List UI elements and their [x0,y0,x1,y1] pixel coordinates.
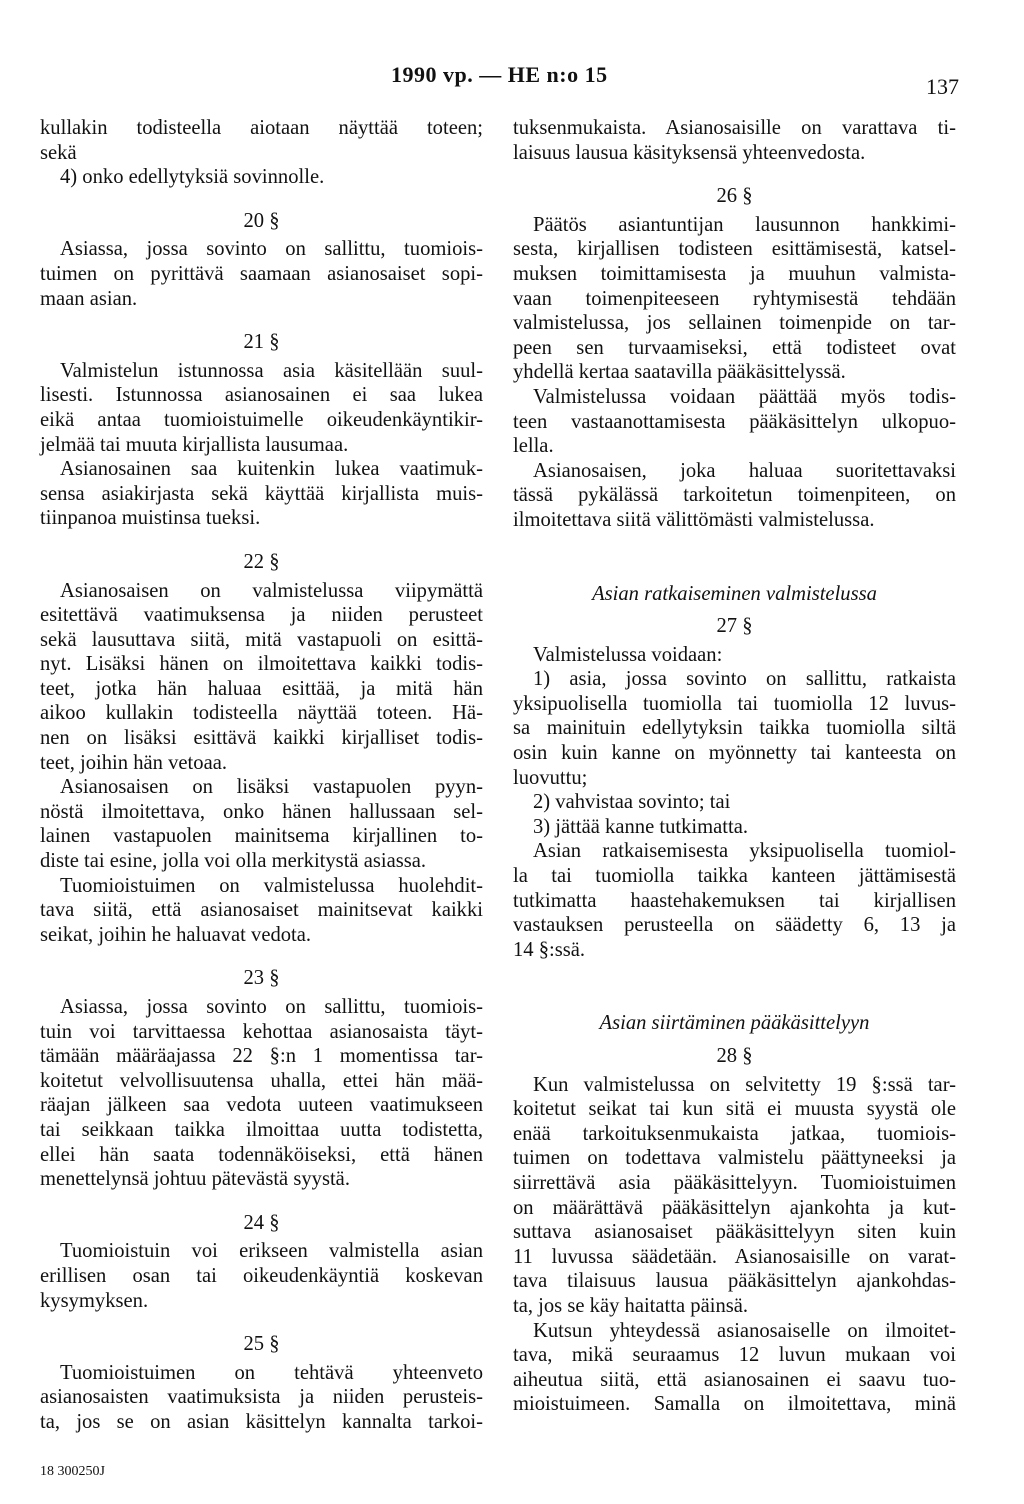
text-line: lella. [513,435,554,458]
text-line: mioistuimeen. Samalla on ilmoitettava, minä [513,1393,956,1416]
text-line: yksipuolisella tuomiolla tai tuomiolla 12 luvus- [513,692,956,715]
left-text-column [40,116,483,1435]
text-line: 2) vahvistaa sovinto; tai [533,791,731,814]
text-line: Asianosaisen on lisäksi vastapuolen pyyn- [60,776,483,799]
text-line: aiheutua siitä, että asianosainen ei saavu tuo- [513,1368,956,1391]
text-line: tava tilaisuus lausua pääkäsittelyn ajankohdas- [513,1270,956,1293]
text-line: on määrättävä pääkäsittelyn ajankohta ja kut- [513,1196,956,1219]
text-line: sa mainituin edellytyksin taikka tuomiolla siltä [513,717,956,740]
text-line: tuimen on todettava valmistelu päättyneeksi ja [513,1147,956,1170]
text-line: esitettävä vaatimuksensa ja niiden perusteet [40,604,483,627]
text-line: vastauksen perusteella on säädetty 6, 13 ja [513,914,956,937]
text-line: koitetut velvollisuutensa uhalla, ettei hän mää- [40,1069,483,1092]
text-line: Asiassa, jossa sovinto on sallittu, tuomiois- [60,238,483,261]
text-line: Asianosaisen, joka haluaa suoritettavaksi [533,459,956,482]
text-line: vaan toimenpiteeseen ryhtymisestä tehdään [513,287,956,310]
text-line: 3) jättää kanne tutkimatta. [533,815,749,838]
section-number: 26 § [716,185,753,208]
text-line: ellei hän saata todennäköiseksi, että hänen [40,1143,483,1166]
text-line: luovuttu; [513,766,588,789]
text-line: diste tai esine, jolla voi olla merkitystä asiassa. [40,850,427,873]
text-line: sesta, kirjallisen todisteen esittämisestä, katsel- [513,238,956,261]
text-line: nyt. Lisäksi hänen on ilmoitettava kaikki todis- [40,653,483,676]
text-line: maan asian. [40,287,138,310]
text-line: 14 §:ssä. [513,938,586,961]
text-line: nen on lisäksi esittävä kaikki kirjalliset todis- [40,727,483,750]
section-number: 20 § [243,209,280,232]
section-subheading: Asian ratkaiseminen valmistelussa [592,582,877,605]
text-line: ta, jos se käy haitatta päinsä. [513,1294,749,1317]
section-number: 25 § [243,1333,280,1356]
text-line: Valmistelun istunnossa asia käsitellään suul- [60,359,483,382]
text-line: tutkimatta haastehakemuksen tai kirjallisen [513,889,956,912]
text-line: tässä pykälässä tarkoitetun toimenpiteen, on [513,484,956,507]
text-line: ta, jos se on asian käsittelyn kannalta tarkoi- [40,1410,483,1433]
section-number: 22 § [243,550,280,573]
text-line: Tuomioistuimen on tehtävä yhteenveto [60,1361,483,1384]
text-line: sensa asiakirjasta sekä käyttää kirjallista muis- [40,482,483,505]
text-line: tai seikkaan taikka ilmoittaa uutta todistetta, [40,1118,483,1141]
page-number: 137 [926,74,959,99]
text-line: yhdellä kertaa saatavilla pääkäsittelyssä. [513,361,846,384]
right-text-column [513,116,956,1417]
text-line: tava, mikä seuraamus 12 luvun mukaan voi [513,1344,956,1367]
text-line: räajan jälkeen saa vedota uuteen vaatimukseen [40,1094,483,1117]
running-header: 1990 vp. — HE n:o 15 [391,62,608,87]
text-line: 11 luvussa säädetään. Asianosaisille on varat- [513,1245,956,1268]
text-line: Valmistelussa voidaan: [533,643,723,666]
text-line: tava siitä, että asianosaiset mainitsevat kaikki [40,899,483,922]
text-line: lainen vastapuolen mainitsema kirjallinen to- [40,825,483,848]
text-line: asianosaisten vaatimuksista ja niiden perusteis- [40,1386,483,1409]
text-line: Asianosainen saa kuitenkin lukea vaatimuk- [60,458,483,481]
text-line: suttava asianosaiset pääkäsittelyyn siten kuin [513,1221,956,1244]
text-line: tämään määräajassa 22 §:n 1 momentissa tar- [40,1045,483,1068]
text-line: Asianosaisen on valmistelussa viipymättä [60,579,483,602]
text-line: sekä lausuttava siitä, mitä vastapuoli on esittä- [40,628,483,651]
text-line: nöstä ilmoitettava, onko hänen hallussaan sel- [40,800,483,823]
text-line: osin kuin kanne on myönnetty tai kanteesta on [513,742,956,765]
text-line: 1) asia, jossa sovinto on sallittu, ratkaista [533,668,956,691]
page-header [0,62,1024,102]
text-line: teet, jotka hän haluaa esittää, ja mitä hän [40,677,483,700]
text-line: tuin voi tarvittaessa kehottaa asianosaista täyt- [40,1020,483,1043]
text-line: Päätös asiantuntijan lausunnon hankkimi- [533,213,956,236]
text-line: seikat, joihin he haluavat vedota. [40,923,312,946]
text-line: Tuomioistuimen on valmistelussa huolehdit- [60,874,483,897]
text-line: lisesti. Istunnossa asianosainen ei saa lukea [40,384,483,407]
text-line: Asian ratkaisemisesta yksipuolisella tuomiol- [533,840,956,863]
text-line: la tai tuomiolla taikka kanteen jättämisestä [513,865,956,888]
text-line: 4) onko edellytyksiä sovinnolle. [60,166,325,189]
text-line: muksen toimittamisesta ja muuhun valmista- [513,262,956,285]
text-line: Valmistelussa voidaan päättää myös todis- [533,385,956,408]
text-line: aikoo kullakin todisteella näyttää toteen. Hä- [40,702,483,725]
text-line: eikä antaa tuomioistuimelle oikeudenkäyntikir- [40,408,483,431]
text-line: tiinpanoa muistinsa tueksi. [40,507,261,530]
text-line: kysymyksen. [40,1289,149,1312]
text-line: jelmää tai muuta kirjallista lausumaa. [40,433,349,456]
section-number: 27 § [716,615,753,638]
text-line: menettelynsä johtuu pätevästä syystä. [40,1168,350,1191]
text-line: Kun valmistelussa on selvitetty 19 §:ssä tar- [533,1073,956,1096]
text-line: enää tarkoituksenmukaista jatkaa, tuomiois- [513,1122,956,1145]
section-number: 21 § [243,331,280,354]
text-line: Kutsun yhteydessä asianosaiselle on ilmoitet- [533,1319,956,1342]
text-line: teet, joihin hän vetoaa. [40,751,227,774]
section-number: 23 § [243,967,280,990]
text-line: tuimen on pyrittävä saamaan asianosaiset sopi- [40,262,483,285]
section-number: 24 § [243,1211,280,1234]
text-line: siirrettävä asia pääkäsittelyyn. Tuomioistuimen [513,1171,956,1194]
section-subheading: Asian siirtäminen pääkäsittelyyn [599,1012,870,1035]
section-number: 28 § [716,1045,753,1067]
print-code: 18 300250J [40,1464,105,1479]
text-line: kullakin todisteella aiotaan näyttää toteen; [40,117,483,139]
text-line: teen vastaanottamisesta pääkäsittelyn ulkopuo- [513,410,956,433]
text-line: tuksenmukaista. Asianosaisille on varattava ti- [513,117,956,139]
text-line: peen sen turvaamiseksi, että todisteet ovat [513,336,956,359]
text-line: sekä [40,141,77,164]
text-line: valmistelussa, jos sellainen toimenpide on tar- [513,312,956,335]
text-line: Asiassa, jossa sovinto on sallittu, tuomiois- [60,996,483,1018]
text-line: erillisen osan tai oikeudenkäyntiä koskevan [40,1264,483,1287]
text-line: laisuus lausua käsityksensä yhteenvedosta. [513,141,866,164]
text-line: Tuomioistuin voi erikseen valmistella asian [60,1240,483,1263]
text-line: koitetut seikat tai kun sitä ei muusta syystä ole [513,1098,956,1121]
text-line: ilmoitettava siitä välittömästi valmistelussa. [513,508,875,531]
